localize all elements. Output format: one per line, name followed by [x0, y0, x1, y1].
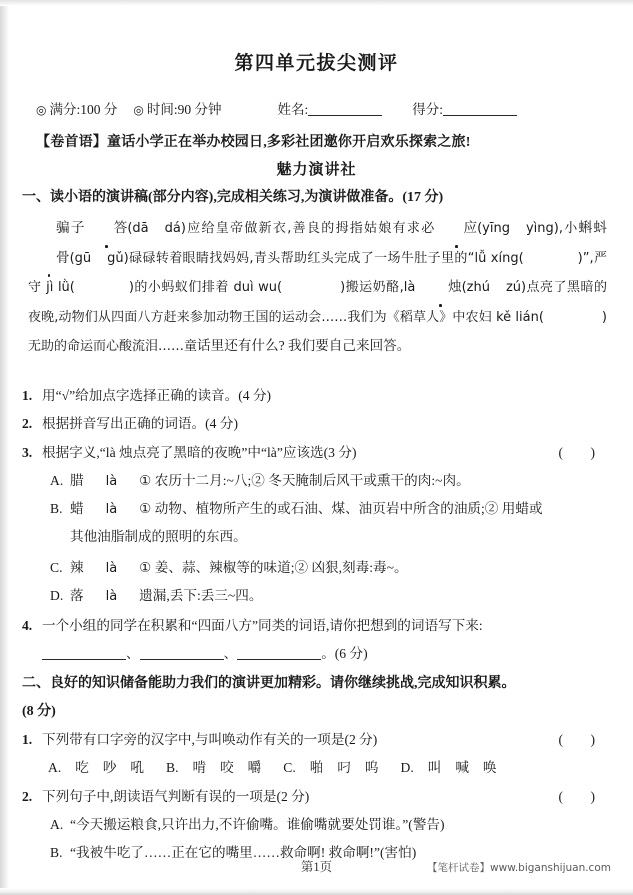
- passage-pinyin: (zhú: [461, 280, 490, 295]
- question-number: 4.: [22, 618, 33, 633]
- answer-separator: 、: [126, 646, 140, 661]
- option-gloss: ① 农历十二月:~八;② 冬天腌制后风干或熏干的肉:~肉。: [139, 473, 470, 488]
- choice-char-2: 吵: [102, 760, 117, 775]
- option-text: “我被牛吃了……正在它的嘴里……救命啊! 救命啊!”(害怕): [70, 845, 417, 860]
- circle-bullet-icon: ◎: [36, 103, 47, 117]
- passage-blank-pinyin: “lǚ xíng(: [467, 250, 524, 266]
- option-letter: B.: [50, 501, 63, 516]
- passage-blank-pinyin: )”,严守 jì lǜ(: [28, 250, 607, 295]
- question-number: 1.: [22, 732, 33, 747]
- answer-separator-2: 、: [223, 646, 238, 661]
- circle-bullet-icon-2: ◎: [133, 103, 144, 117]
- question-2-1-choices[interactable]: [48, 755, 607, 781]
- emphasis-char-ying: 应: [435, 214, 477, 243]
- option-D[interactable]: [50, 583, 607, 610]
- question-text: 用“√”给加点字选择正确的读音。(4 分): [42, 388, 272, 403]
- option-letter: D.: [50, 588, 64, 603]
- question-1-4-answer-lines[interactable]: [42, 641, 607, 667]
- option-letter: B.: [50, 845, 63, 860]
- question-number: 2.: [22, 789, 33, 804]
- section-two-heading-line2: (8 分): [22, 704, 56, 719]
- option-B[interactable]: [50, 496, 607, 523]
- question-2-2: [22, 784, 607, 810]
- choice-char-3: 嚼: [247, 760, 262, 775]
- question-1-4: [22, 613, 607, 639]
- choice-char-1: 吃: [75, 760, 89, 775]
- option-letter: C.: [50, 560, 63, 575]
- watermark-brand: 【笔杆试卷】: [427, 863, 491, 874]
- option-gloss: ① 姜、蒜、辣椒等的味道;② 凶狠,刻毒:毒~。: [139, 560, 408, 575]
- option-pinyin: là: [105, 561, 118, 576]
- time-limit-label: 时间:90 分钟: [146, 102, 222, 117]
- option-B-continuation: 其他油脂制成的照明的东西。: [70, 529, 247, 544]
- answer-blank-3[interactable]: [237, 646, 321, 660]
- question-number: 3.: [22, 445, 33, 460]
- question-text: 一个小组的同学在积累和“四面八方”同类的词语,请你把想到的词语写下来:: [42, 618, 483, 633]
- name-blank[interactable]: [308, 102, 382, 116]
- passage-blank-pinyin: 动会……我们为《稻草人》中农妇 kě lián(: [294, 309, 544, 325]
- question-text: 根据字义,“là 烛点亮了黑暗的夜晚”中“là”应该选(3 分): [42, 445, 357, 460]
- passage-pinyin: (dā: [127, 221, 149, 236]
- choice-char-1: 啪: [309, 760, 324, 775]
- total-score-meta: [36, 98, 117, 118]
- page-title: 第四单元拔尖测评: [234, 53, 399, 74]
- choice-C[interactable]: [283, 760, 378, 775]
- preface-text: 【卷首语】童话小学正在举办校园日,多彩社团邀你开启欢乐探索之旅!: [36, 135, 471, 150]
- choice-letter: A.: [48, 760, 62, 775]
- choice-A[interactable]: [48, 760, 144, 775]
- watermark-url: www.biganshijuan.com: [490, 862, 611, 874]
- option-C[interactable]: [50, 555, 607, 582]
- passage-pinyin: (gū: [69, 250, 92, 266]
- choice-char-2: 咬: [220, 760, 234, 775]
- option-char: 辣: [70, 560, 84, 575]
- passage-seg: )搬运: [340, 280, 373, 295]
- option-pinyin: là: [105, 502, 118, 517]
- choice-D[interactable]: [401, 760, 497, 775]
- passage-pinyin: (yīng: [477, 221, 510, 236]
- section-two-heading-line1: 二、良好的知识储备能助力我们的演讲更加精彩。请你继续挑战,完成知识积累。: [22, 676, 516, 691]
- answer-bracket[interactable]: ( ): [558, 732, 607, 747]
- answer-bracket[interactable]: ( ): [558, 445, 607, 460]
- answer-bracket[interactable]: ( ): [558, 789, 607, 804]
- name-label: 姓名:: [277, 102, 309, 117]
- passage-seg: gǔ)碌碌转着眼睛找妈妈,青头帮助红头完成了一场牛肚子里的: [107, 250, 468, 266]
- question-number: 1.: [22, 388, 33, 403]
- time-limit-meta: [133, 98, 221, 118]
- passage-seg: 话里还有什么? 我们要自己来回答。: [197, 338, 411, 353]
- page-number: 第1页: [300, 860, 333, 874]
- section-one-heading: 一、读小语的演讲稿(部分内容),完成相关练习,为演讲做准备。(17 分): [22, 190, 444, 205]
- passage-seg: zú)点亮了黑暗的夜晚,动物们从四面八方赶来参加动物王国的运: [28, 280, 607, 325]
- question-1-2: [22, 411, 607, 437]
- passage-seg: dá)应给皇帝做新衣,善良的拇指姑娘有求必: [164, 221, 436, 236]
- passage-seg: yìng),小: [525, 221, 579, 236]
- question-1-3: [22, 440, 607, 466]
- passage-blank-pinyin: )的小蚂蚁们排着 duì wu(: [128, 280, 283, 295]
- emphasis-char-zhu: 烛: [420, 273, 462, 302]
- score-blank[interactable]: [443, 102, 517, 116]
- choice-letter: B.: [166, 760, 179, 775]
- option-char: 落: [70, 588, 84, 603]
- answer-blank-2[interactable]: [140, 646, 224, 660]
- option-letter: A.: [50, 817, 64, 832]
- passage-seg: 奶酪,là: [372, 280, 420, 295]
- choice-char-1: 叫: [427, 760, 442, 775]
- question-number: 2.: [22, 416, 33, 431]
- choice-B[interactable]: [166, 760, 261, 775]
- option-pinyin: là: [105, 589, 118, 604]
- total-score-label: 满分:100 分: [49, 102, 118, 117]
- choice-char-2: 叼: [337, 760, 351, 775]
- answer-line-suffix: 。(6 分): [321, 646, 368, 661]
- option-gloss: 遗漏,丢下:丢三~四。: [139, 588, 263, 603]
- score-field[interactable]: [412, 98, 517, 118]
- reading-passage: [28, 214, 607, 362]
- exam-meta-row: [36, 98, 597, 118]
- club-subtitle: 魅力演讲社: [276, 162, 357, 178]
- question-1-1: [22, 383, 607, 409]
- emphasis-char-gu: 骨: [28, 244, 70, 273]
- option-text: “今天搬运粮食,只许出力,不许偷嘴。谁偷嘴就要处罚谁。”(警告): [70, 817, 445, 832]
- option-char: 蜡: [70, 501, 84, 516]
- option-letter: A.: [50, 473, 64, 488]
- question-2-2-option-A[interactable]: [50, 812, 607, 838]
- choice-letter: D.: [400, 760, 414, 775]
- passage-seg: )无助的命运而心酸流泪……童: [28, 309, 607, 354]
- option-pinyin: là: [105, 474, 118, 489]
- question-text: 下列句子中,朗读语气判断有误的一项是(2 分): [42, 789, 310, 804]
- score-label: 得分:: [412, 102, 444, 117]
- choice-char-2: 喊: [455, 760, 469, 775]
- question-text: 下列带有口字旁的汉字中,与叫唤动作有关的一项是(2 分): [42, 732, 378, 747]
- emphasis-char-da: 答: [86, 214, 128, 243]
- passage-seg: 蝌蚪: [578, 220, 608, 235]
- choice-char-1: 啃: [192, 760, 207, 775]
- choice-char-3: 吼: [130, 760, 144, 775]
- option-gloss: ① 动物、植物所产生的或石油、煤、油页岩中所含的油质;② 用蜡或: [139, 501, 543, 516]
- choice-char-3: 呜: [364, 760, 379, 775]
- choice-letter: C.: [283, 760, 296, 775]
- answer-blank-1[interactable]: [42, 646, 126, 660]
- choice-char-3: 唤: [482, 760, 497, 775]
- option-A[interactable]: [50, 468, 607, 495]
- question-text: 根据拼音写出正确的词语。(4 分): [42, 416, 238, 431]
- name-field[interactable]: [278, 98, 383, 118]
- question-2-1: [22, 727, 607, 753]
- passage-seg: 骗子: [56, 220, 86, 235]
- watermark: [427, 860, 611, 875]
- option-char: 腊: [70, 473, 84, 488]
